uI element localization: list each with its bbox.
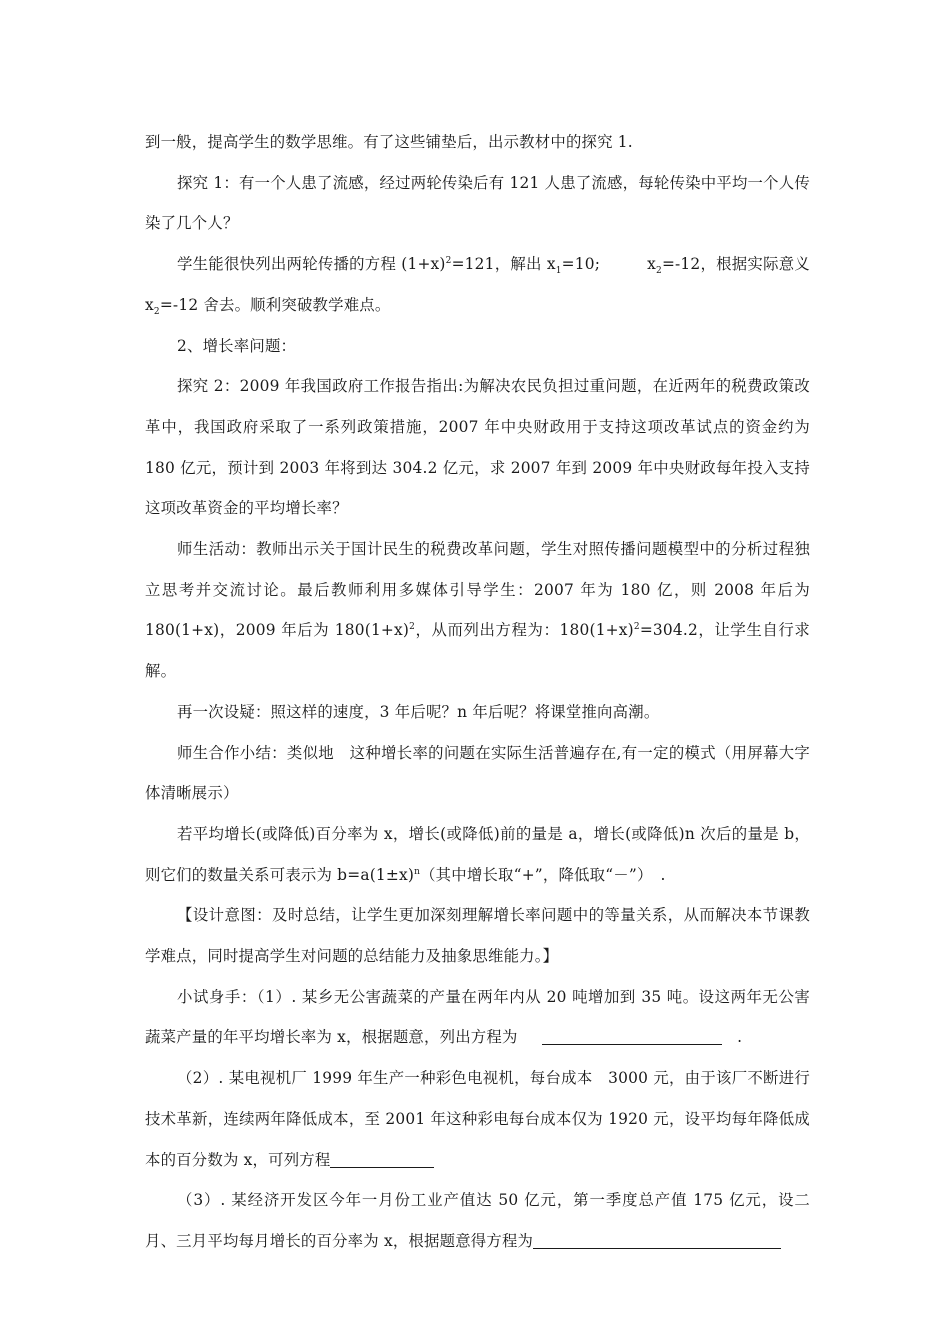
activity-text-3: =304.2，让学生自行求解。: [145, 621, 810, 681]
paragraph-intro-end: [145, 122, 810, 163]
exercise-2-answer-blank[interactable]: [330, 1150, 434, 1168]
activity-text-1: 师生活动：教师出示关于国计民生的税费改革问题，学生对照传播问题模型中的分析过程独立思考并交流讨论。最后教师利用多媒体引导学生：2007 年为 180 亿，则 2008 年后为 180(1+x)，2009 年后为 180(1+x): [145, 540, 810, 640]
exercise-1-end: .: [721, 1028, 743, 1047]
question-again-text: 再一次设疑：照这样的速度，3 年后呢？n 年后呢？将课堂推向高潮。: [177, 702, 660, 721]
formula-text-1: 若平均增长(或降低)百分率为 x，增长(或降低)前的量是 a，增长(或降低)n 次后的量是 b，则它们的数量关系可表示为 b=a(1±x): [145, 824, 810, 884]
paragraph-summary: [145, 733, 810, 814]
exercise-1-answer-blank[interactable]: [542, 1028, 722, 1046]
subscript-2: 2: [656, 266, 662, 277]
exercise-1-text: 小试身手：（1）. 某乡无公害蔬菜的产量在两年内从 20 吨增加到 35 吨。设这两年无公害蔬菜产量的年平均增长率为 x，根据题意，列出方程为: [145, 987, 810, 1047]
explore-2-text: 探究 2：2009 年我国政府工作报告指出:为解决农民负担过重问题，在近两年的税费政策改革中，我国政府采取了一系列政策措施，2007 年中央财政用于支持这项改革试点的资金约为 180 亿元，预计到 2003 年将到达 304.2 亿元，求 2007 年到 2009 年中央财政每年投入支持这项改革资金的平均增长率？: [145, 377, 810, 518]
exponent-2-b: 2: [633, 622, 640, 633]
solution-text-5: =-12 舍去。顺利突破教学难点。: [159, 295, 391, 314]
intro-text: 到一般，提高学生的数学思维。有了这些铺垫后，出示教材中的探究 1.: [145, 133, 633, 151]
paragraph-exercise-3: [145, 1180, 810, 1261]
solution-text-2: =121，解出 x: [451, 255, 556, 274]
solution-text-3: =10; x: [561, 255, 656, 274]
paragraph-formula: [145, 814, 810, 895]
paragraph-question-again: [145, 692, 810, 733]
exponent-2-a: 2: [409, 622, 416, 633]
exercise-3-answer-blank[interactable]: [533, 1231, 781, 1249]
paragraph-explore-1: [145, 163, 810, 244]
document-page: [145, 122, 810, 1262]
solution-text-4: =-12，根据实际意义 x: [145, 255, 810, 314]
paragraph-design-intent: [145, 895, 810, 976]
paragraph-explore-2: [145, 366, 810, 529]
activity-text-2: ，从而列出方程为：180(1+x): [415, 621, 634, 640]
paragraph-exercise-1: [145, 977, 810, 1058]
exercise-2-text: （2）. 某电视机厂 1999 年生产一种彩色电视机，每台成本 3000 元，由于该厂不断进行技术革新，连续两年降低成本，至 2001 年这种彩电每台成本仅为 1920 元，设平均每年降低成本的百分数为 x，可列方程: [145, 1069, 810, 1169]
subscript-1: 1: [555, 266, 562, 277]
paragraph-student-solution: [145, 244, 810, 325]
formula-text-2: （其中增长取“+”，降低取“－”） .: [420, 865, 666, 884]
growth-rate-heading: 2、增长率问题：: [177, 336, 297, 355]
paragraph-exercise-2: [145, 1058, 810, 1180]
summary-text: 师生合作小结：类似地 这种增长率的问题在实际生活普遍存在,有一定的模式（用屏幕大字体清晰展示）: [145, 743, 810, 803]
design-intent-text: 【设计意图：及时总结，让学生更加深刻理解增长率问题中的等量关系，从而解决本节课教学难点，同时提高学生对问题的总结能力及抽象思维能力。】: [145, 906, 810, 966]
section-heading-growth-rate: [145, 326, 810, 367]
explore-1-text: 探究 1：有一个人患了流感，经过两轮传染后有 121 人患了流感，每轮传染中平均一个人传染了几个人？: [145, 173, 810, 233]
solution-text-1: 学生能很快列出两轮传播的方程 (1+x): [177, 255, 446, 274]
subscript-2b: 2: [153, 306, 160, 317]
exercise-3-text: （3）. 某经济开发区今年一月份工业产值达 50 亿元，第一季度总产值 175 亿元，设二月、三月平均每月增长的百分率为 x，根据题意得方程为: [145, 1191, 810, 1250]
paragraph-teacher-activity: [145, 529, 810, 692]
exponent-n: n: [414, 866, 421, 877]
exponent-2: 2: [445, 255, 452, 266]
